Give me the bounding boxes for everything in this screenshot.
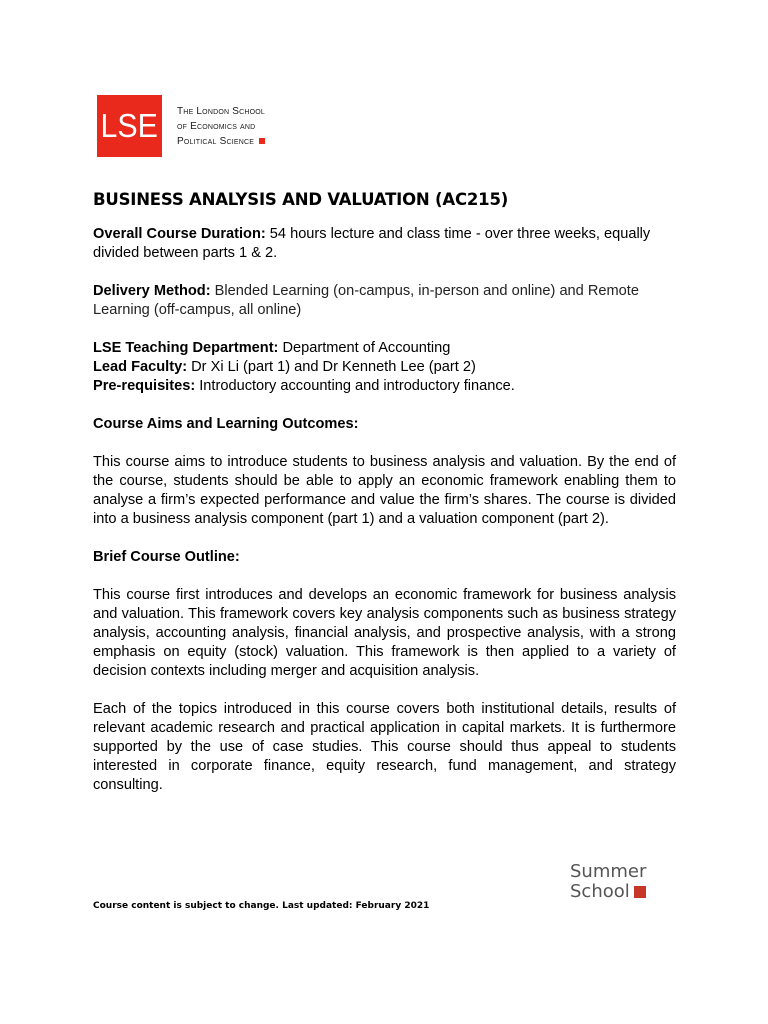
lse-logo-line-3: Political Science	[177, 135, 255, 147]
lead-faculty-label: Lead Faculty:	[93, 359, 188, 375]
delivery-method-value: Blended Learning (on-campus, in-person and online) and Remote Learning (off-campus, all online)	[93, 283, 639, 318]
prerequisites-value: Introductory accounting and introductory finance.	[195, 378, 515, 394]
summer-school-line-2: School	[570, 881, 630, 902]
outline-paragraph-1: This course first introduces and develops an economic framework for business analysis and valuation. This framework covers key analysis components such as business strategy analysis, accounting analysis, financial analysis, and prospective analysis, with a strong emphasis on equity (stock) valuation. This framework is then applied to a variety of decision contexts including merger and acquisition analysis.	[93, 587, 676, 679]
summer-school-red-square-icon	[634, 886, 646, 898]
summer-school-logo	[570, 862, 646, 902]
lse-logo-line-2: of Economics and	[177, 120, 256, 132]
delivery-method	[93, 282, 676, 320]
outline-heading	[93, 548, 676, 567]
teaching-department-value: Department of Accounting	[278, 340, 451, 356]
summer-school-line-1: Summer	[570, 861, 647, 882]
lse-logo	[97, 95, 265, 157]
lse-logo-line-1: The London School	[177, 105, 265, 117]
outline-paragraph-2: Each of the topics introduced in this course covers both institutional details, results of relevant academic research and practical application in capital markets. It is furthermore supported by the use of case studies. This course should thus appeal to students interested in corporate finance, equity research, fund management, and strategy consulting.	[93, 701, 676, 793]
summer-school-line-2-wrap	[570, 882, 646, 902]
lead-faculty-value: Dr Xi Li (part 1) and Dr Kenneth Lee (part 2)	[187, 359, 476, 375]
aims-heading-text: Course Aims and Learning Outcomes:	[93, 416, 359, 432]
lse-logo-mark	[97, 95, 162, 157]
document-body	[93, 190, 676, 795]
prerequisites-label: Pre-requisites:	[93, 378, 196, 394]
course-duration	[93, 225, 676, 263]
course-duration-value: 54 hours lecture and class time - over three weeks, equally divided between parts 1 & 2.	[93, 226, 651, 261]
document-title: BUSINESS ANALYSIS AND VALUATION (AC215)	[93, 190, 509, 209]
teaching-department-label: LSE Teaching Department:	[93, 340, 279, 356]
aims-heading	[93, 415, 676, 434]
prerequisites	[93, 377, 676, 396]
delivery-method-label: Delivery Method:	[93, 283, 211, 299]
lse-logo-mark-text: LSE	[100, 107, 159, 144]
lead-faculty	[93, 358, 676, 377]
lse-logo-line-3-wrap	[177, 134, 265, 149]
footer-note: Course content is subject to change. Last updated: February 2021	[93, 901, 430, 911]
teaching-department	[93, 339, 676, 358]
lse-red-square-icon	[259, 138, 265, 144]
aims-paragraph: This course aims to introduce students to business analysis and valuation. By the end of the course, students should be able to apply an economic framework enabling them to analyse a firm’s expected performance and value the firm’s shares. The course is divided into a business analysis component (part 1) and a valuation component (part 2).	[93, 454, 676, 527]
lse-logo-wordmark	[177, 104, 265, 149]
course-duration-label: Overall Course Duration:	[93, 226, 266, 242]
outline-heading-text: Brief Course Outline:	[93, 549, 240, 565]
